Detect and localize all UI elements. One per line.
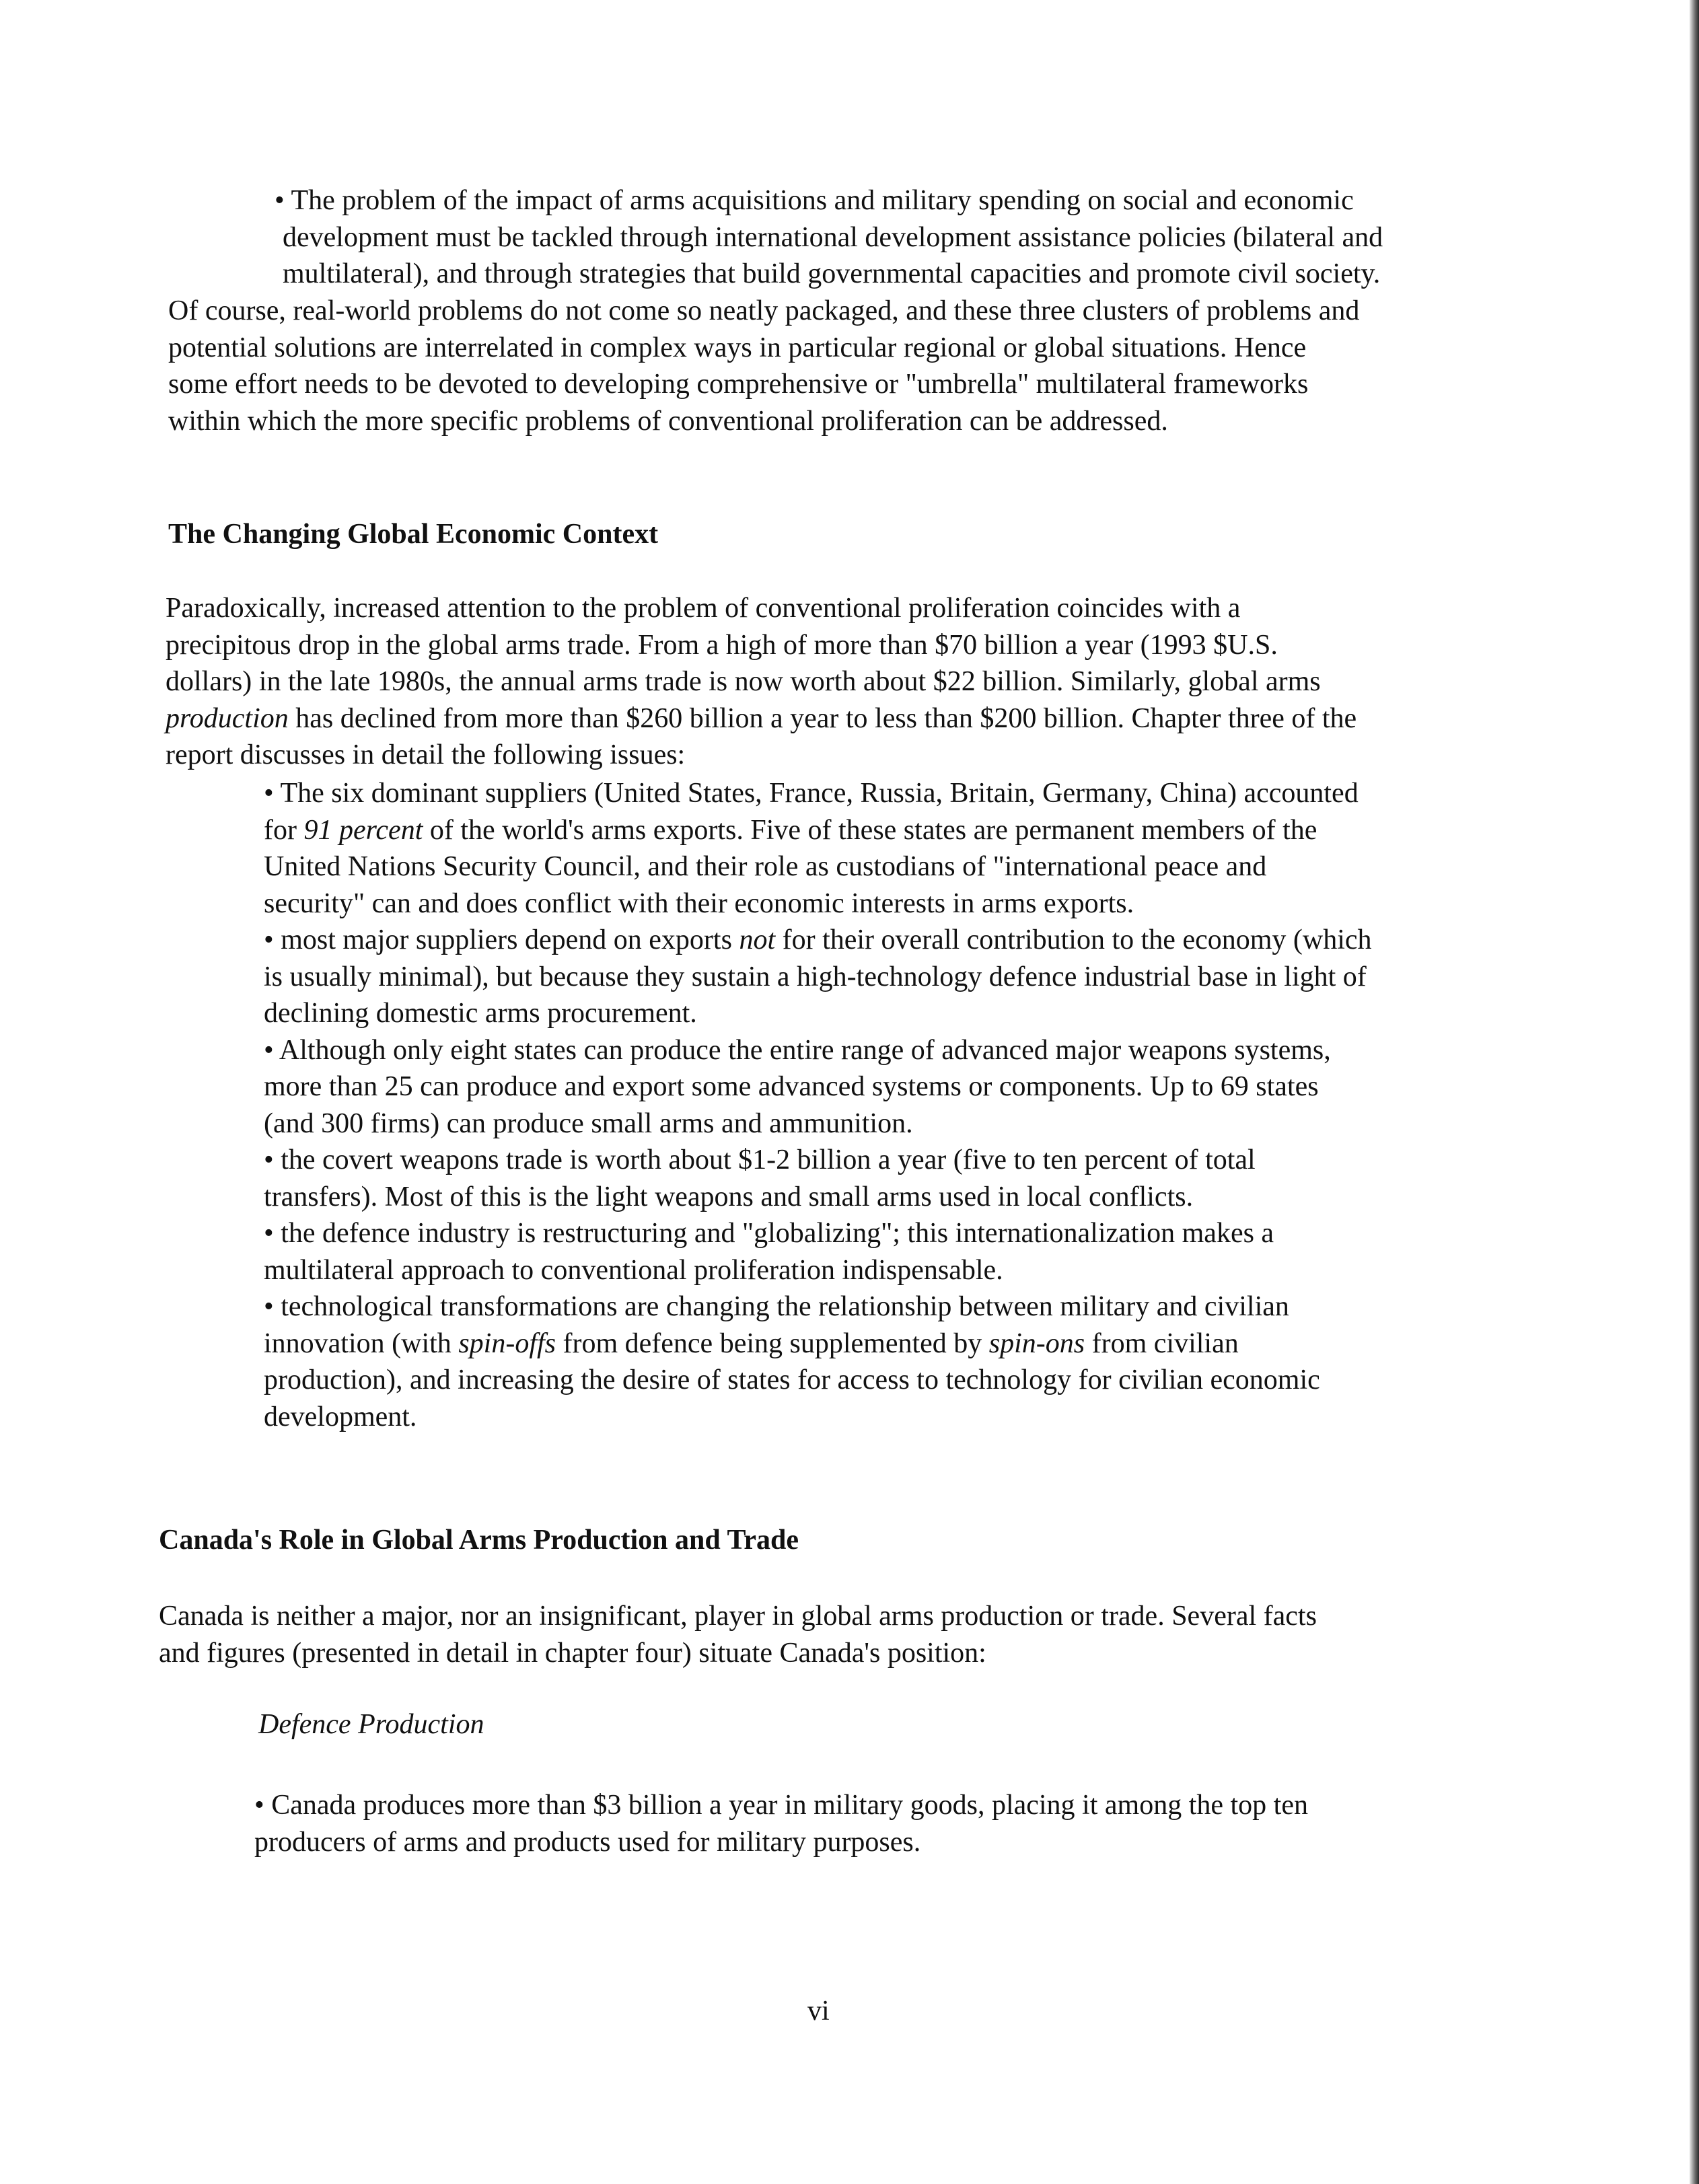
text-run: innovation (with — [264, 1327, 459, 1359]
emphasis: spin-offs — [458, 1327, 556, 1359]
list-item-line: United Nations Security Council, and their role as custodians of "international peace and — [264, 851, 1267, 882]
list-item-line: transfers). Most of this is the light weapons and small arms used in local conflicts. — [264, 1181, 1194, 1212]
text-line — [166, 700, 1357, 737]
subheading-defence-production: Defence Production — [258, 1709, 484, 1740]
list-item-line: security" can and does conflict with their economic interests in arms exports. — [264, 887, 1134, 919]
intro-bullet — [275, 182, 1383, 293]
section2-bullet — [254, 1787, 1308, 1860]
text-line: Paradoxically, increased attention to the problem of conventional proliferation coincides with a — [166, 593, 1241, 624]
list-item-line: • the defence industry is restructuring and "globalizing"; this internationalization makes a — [264, 1218, 1274, 1249]
list-item-line: multilateral approach to conventional proliferation indispensable. — [264, 1254, 1003, 1286]
list-item-line: • the covert weapons trade is worth about $1-2 billion a year (five to ten percent of total — [264, 1144, 1256, 1175]
list-item-line: declining domestic arms procurement. — [264, 998, 697, 1029]
text-line: development must be tackled through international development assistance policies (bilateral and — [283, 221, 1383, 253]
text-line: precipitous drop in the global arms trade. From a high of more than $70 billion a year (1993 $U.S. — [166, 629, 1278, 661]
text-run: • most major suppliers depend on exports — [264, 924, 739, 955]
list-item-line: • Although only eight states can produce the entire range of advanced major weapons systems, — [264, 1034, 1331, 1066]
section2-paragraph — [159, 1598, 1317, 1671]
list-item-line: production), and increasing the desire of states for access to technology for civilian economic — [264, 1364, 1320, 1395]
text-run: for — [264, 814, 304, 846]
text-line: some effort needs to be devoted to developing comprehensive or "umbrella" multilateral frameworks — [168, 369, 1309, 400]
list-item-line: (and 300 firms) can produce small arms and ammunition. — [264, 1107, 913, 1139]
section-heading-canadas-role: Canada's Role in Global Arms Production and Trade — [159, 1525, 799, 1556]
section1-paragraph — [166, 590, 1357, 774]
emphasis: 91 percent — [303, 814, 423, 846]
list-item-line — [264, 812, 1372, 849]
text-run: for their overall contribution to the economy (which — [775, 924, 1372, 955]
list-item-line: producers of arms and products used for military purposes. — [254, 1826, 921, 1858]
list-item-line: • The six dominant suppliers (United States, France, Russia, Britain, Germany, China) accounted — [264, 778, 1359, 809]
emphasis: spin-ons — [988, 1327, 1085, 1359]
list-item-line: more than 25 can produce and export some advanced systems or components. Up to 69 states — [264, 1071, 1319, 1102]
page-number: vi — [807, 1996, 830, 2027]
list-item-line: is usually minimal), but because they sustain a high-technology defence industrial base in light of — [264, 961, 1367, 992]
text-line: and figures (presented in detail in chapter four) situate Canada's position: — [159, 1637, 986, 1669]
intro-paragraph — [168, 293, 1359, 439]
list-item-line: • technological transformations are changing the relationship between military and civilian — [264, 1291, 1289, 1322]
list-item-line: • Canada produces more than $3 billion a year in military goods, placing it among the top ten — [254, 1790, 1308, 1821]
text-run: from civilian — [1085, 1327, 1239, 1359]
text-line: potential solutions are interrelated in complex ways in particular regional or global situations. Hence — [168, 332, 1307, 363]
text-run: has declined from more than $260 billion a year to less than $200 billion. Chapter three of the — [288, 702, 1357, 734]
text-line: multilateral), and through strategies that build governmental capacities and promote civil society. — [283, 258, 1381, 289]
section-heading-global-economic-context: The Changing Global Economic Context — [168, 519, 659, 550]
list-item-line — [264, 1325, 1372, 1362]
text-line: report discusses in detail the following issues: — [166, 739, 686, 770]
text-run: from defence being supplemented by — [556, 1327, 989, 1359]
text-line: within which the more specific problems of conventional proliferation can be addressed. — [168, 405, 1168, 437]
text-line: • The problem of the impact of arms acquisitions and military spending on social and economic — [275, 185, 1354, 216]
text-line: dollars) in the late 1980s, the annual arms trade is now worth about $22 billion. Similarly, global arms — [166, 666, 1321, 697]
emphasis: production — [166, 702, 289, 734]
text-run: of the world's arms exports. Five of these states are permanent members of the — [423, 814, 1317, 846]
list-item-line — [264, 922, 1372, 959]
list-item-line: development. — [264, 1401, 417, 1432]
emphasis: not — [739, 924, 776, 955]
section1-bullet-list — [264, 775, 1372, 1435]
text-line: Of course, real-world problems do not come so neatly packaged, and these three clusters of problems and — [168, 295, 1360, 326]
text-line: Canada is neither a major, nor an insignificant, player in global arms production or trade. Several facts — [159, 1601, 1317, 1632]
scan-edge-shadow — [1690, 0, 1699, 2184]
